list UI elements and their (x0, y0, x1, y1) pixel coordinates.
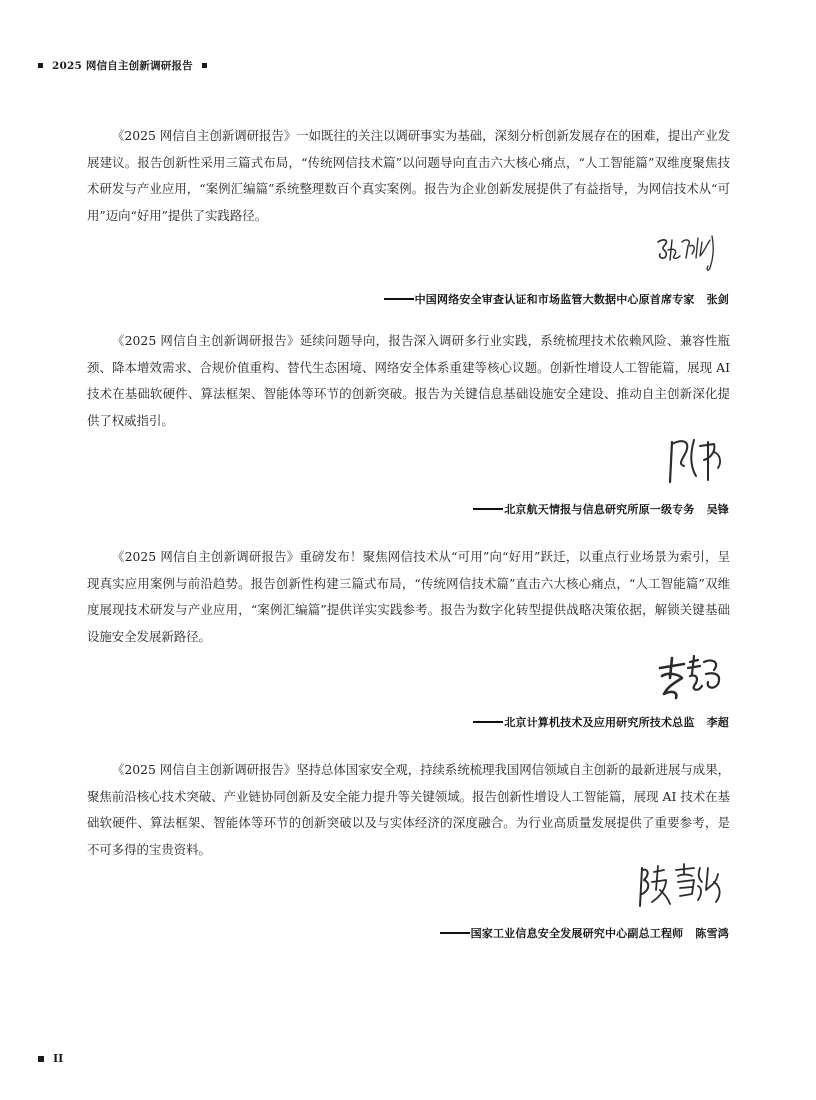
endorsement-chen-xuehong (87, 757, 730, 863)
signature-zhang-jian (650, 228, 730, 276)
page-footer (38, 1052, 63, 1065)
attribution-zhang-jian (384, 291, 729, 307)
attribution-chen-xuehong (440, 925, 729, 941)
em-dash-icon (440, 932, 470, 933)
page-number: II (53, 1052, 64, 1065)
endorsement-text: 《2025 网信自主创新调研报告》一如既往的关注以调研事实为基础，深刻分析创新发展存在的困难，提出产业发展建议。报告创新性采用三篇式布局，“传统网信技术篇”以问题导向直击六大核心痛点，“人工智能篇”双维度聚焦技术研发与产业应用，“案例汇编篇”系统整理数百个真实案例。报告为企业创新发展提供了有益指导，为网信技术从“可用”迈向“好用”提供了实践路径。 (87, 128, 730, 223)
running-title: 2025 网信自主创新调研报告 (52, 60, 193, 72)
bullet-square-icon (38, 1056, 44, 1062)
attribution-wu-feng (473, 501, 729, 517)
attribution-title: 中国网络安全审查认证和市场监管大数据中心原首席专家 (414, 293, 695, 306)
attribution-title: 北京计算机技术及应用研究所技术总监 (504, 716, 695, 729)
signature-chen-xuehong (636, 860, 730, 912)
bullet-square-icon (202, 63, 207, 68)
attribution-name: 李超 (706, 716, 729, 729)
endorsement-text: 《2025 网信自主创新调研报告》坚持总体国家安全观，持续系统梳理我国网信领域自主创新的最新进展与成果，聚焦前沿核心技术突破、产业链协同创新及安全能力提升等关键领域。报告创新性增设人工智能篇，展现 AI 技术在基础软硬件、算法框架、智能体等环节的创新突破以及与实体经济的深度融合。为行业高质量发展提供了重要参考，是不可多得的宝贵资料。 (87, 762, 730, 857)
endorsement-text: 《2025 网信自主创新调研报告》重磅发布！聚焦网信技术从“可用”向“好用”跃迁，以重点行业场景为索引，呈现真实应用案例与前沿趋势。报告创新性构建三篇式布局，“传统网信技术篇”直击六大核心痛点，“人工智能篇”双维度展现技术研发与产业应用，“案例汇编篇”提供详实实践参考。报告为数字化转型提供战略决策依据，解锁关键基础设施安全发展新路径。 (87, 549, 730, 644)
em-dash-icon (384, 298, 414, 299)
signature-li-chao (654, 652, 730, 702)
endorsement-li-chao (87, 544, 730, 650)
signature-wu-feng (664, 432, 730, 488)
attribution-li-chao (473, 714, 729, 730)
attribution-title: 北京航天情报与信息研究所原一级专务 (504, 503, 695, 516)
running-header (38, 58, 207, 73)
endorsement-wu-feng (87, 328, 730, 434)
attribution-name: 陈雪鸿 (695, 927, 729, 940)
attribution-title: 国家工业信息安全发展研究中心副总工程师 (470, 927, 684, 940)
bullet-square-icon (38, 63, 43, 68)
endorsement-zhang-jian (87, 123, 730, 229)
em-dash-icon (473, 508, 503, 509)
em-dash-icon (473, 721, 503, 722)
attribution-name: 吴锋 (706, 503, 729, 516)
endorsement-text: 《2025 网信自主创新调研报告》延续问题导向，报告深入调研多行业实践，系统梳理技术依赖风险、兼容性瓶颈、降本增效需求、合规价值重构、替代生态困境、网络安全体系重建等核心议题。创新性增设人工智能篇，展现 AI 技术在基础软硬件、算法框架、智能体等环节的创新突破。报告为关键信息基础设施安全建设、推动自主创新深化提供了权威指引。 (87, 333, 730, 428)
attribution-name: 张剑 (706, 293, 729, 306)
